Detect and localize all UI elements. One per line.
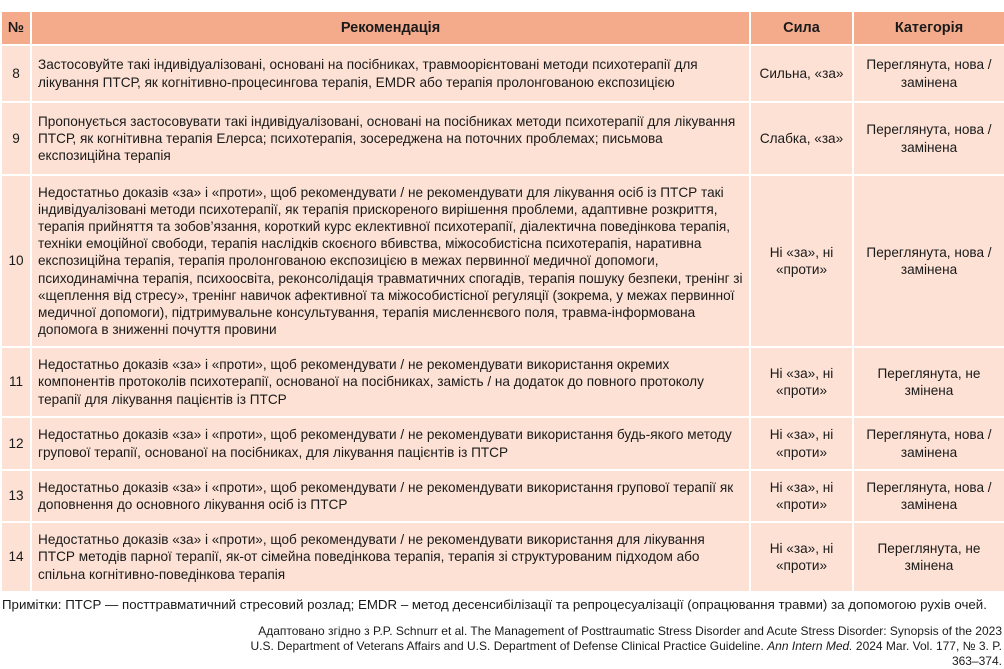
header-recommendation: Рекомендація xyxy=(31,11,750,45)
recommendation-text: Недостатньо доказів «за» і «проти», щоб рекомендувати / не рекомендувати для лікування осіб із ПТСР такі індивідуалізовані методи психотерапії, як терапія прискореного вирішення проблеми, адаптивне розкриття, терапія прийняття та зобов’язання, короткий курс еклективної психотерапії, діалектична поведінкова терапія, техніки емоційної свободи, терапія наслідків скоєного вбивства, міжособистісна психотерапія, наративна експозиційна терапія, терапія пролонгованою експозицією в межах первинної медичної допомоги, психодинамічна терапія, психоосвіта, реконсолідація травматичних спогадів, терапія пошуку безпеки, тренінг зі «щеплення від стресу», тренінг навичок афективної та міжособистісної регуляції (зокрема, у межах первинної медичної допомоги), підтримувальне консультування, терапія мисленнєвого поля, травма-інформована допомога в зниженні почуття провини xyxy=(31,175,750,347)
row-number: 8 xyxy=(1,45,31,102)
table-row xyxy=(1,347,1004,417)
header-category: Категорія xyxy=(853,11,1004,45)
recommendation-text: Недостатньо доказів «за» і «проти», щоб рекомендувати / не рекомендувати використання групової терапії як доповнення до основного лікування осіб із ПТСР xyxy=(31,470,750,522)
strength-cell: Сильна, «за» xyxy=(750,45,853,102)
table-row xyxy=(1,45,1004,102)
category-cell: Переглянута, нова / замінена xyxy=(853,102,1004,175)
category-cell: Переглянута, нова / замінена xyxy=(853,45,1004,102)
table-row xyxy=(1,522,1004,592)
category-cell: Переглянута, нова / замінена xyxy=(853,470,1004,522)
table-row xyxy=(1,102,1004,175)
table-row xyxy=(1,470,1004,522)
category-cell: Переглянута, нова / замінена xyxy=(853,175,1004,347)
citation-details: 2024 Mar. Vol. 177, № 3. P. 363–374. xyxy=(855,639,1002,668)
table-header-row xyxy=(1,11,1004,45)
strength-cell: Слабка, «за» xyxy=(750,102,853,175)
recommendation-text: Недостатньо доказів «за» і «проти», щоб рекомендувати / не рекомендувати використання для лікування ПТСР методів парної терапії, як-от сімейна поведінкова терапія, терапія зі структурованим підходом або спільна когнітивно-поведінкова терапія xyxy=(31,522,750,592)
journal-name: Ann Intern Med. xyxy=(767,639,853,653)
strength-cell: Ні «за», ні «проти» xyxy=(750,347,853,417)
table-notes: Примітки: ПТСР — посттравматичний стресовий розлад; EMDR – метод десенсибілізації та репроцесуалізації (опрацювання травми) за допомогою рухів очей. xyxy=(2,597,987,612)
row-number: 11 xyxy=(1,347,31,417)
strength-cell: Ні «за», ні «проти» xyxy=(750,175,853,347)
header-strength: Сила xyxy=(750,11,853,45)
strength-cell: Ні «за», ні «проти» xyxy=(750,417,853,470)
row-number: 10 xyxy=(1,175,31,347)
row-number: 12 xyxy=(1,417,31,470)
category-cell: Переглянута, не змінена xyxy=(853,347,1004,417)
strength-cell: Ні «за», ні «проти» xyxy=(750,522,853,592)
table-row xyxy=(1,417,1004,470)
recommendation-text: Пропонується застосовувати такі індивідуалізовані, основані на посібниках методи психотерапії для лікування ПТСР, як когнітивна терапія Елерса; психотерапія, зосереджена на поточних проблемах; письмова експозиційна терапія xyxy=(31,102,750,175)
row-number: 9 xyxy=(1,102,31,175)
recommendation-text: Недостатньо доказів «за» і «проти», щоб рекомендувати / не рекомендувати використання окремих компонентів протоколів психотерапії, основаної на посібниках, замість / на додаток до повного протоколу терапії для лікування пацієнтів із ПТСР xyxy=(31,347,750,417)
row-number: 13 xyxy=(1,470,31,522)
citation-text: Адаптовано згідно з P.P. Schnurr et al. The Management of Posttraumatic Stress Disorder and Acute Stress Disorder: Synopsis of the 2023 U.S. Department of Veterans Affairs and U.S. Department of Defense Clinical Practice Guideline. xyxy=(250,624,1002,653)
recommendation-text: Недостатньо доказів «за» і «проти», щоб рекомендувати / не рекомендувати використання будь-якого методу групової терапії, основаної на посібниках, для лікування пацієнтів із ПТСР xyxy=(31,417,750,470)
category-cell: Переглянута, не змінена xyxy=(853,522,1004,592)
recommendation-text: Застосовуйте такі індивідуалізовані, основані на посібниках, травмоорієнтовані методи психотерапії для лікування ПТСР, як когнітивно-процесингова терапія, EMDR або терапія пролонгованою експозицією xyxy=(31,45,750,102)
recommendations-table xyxy=(0,10,1004,593)
strength-cell: Ні «за», ні «проти» xyxy=(750,470,853,522)
table-row xyxy=(1,175,1004,347)
header-num: № xyxy=(1,11,31,45)
category-cell: Переглянута, нова / замінена xyxy=(853,417,1004,470)
row-number: 14 xyxy=(1,522,31,592)
source-citation xyxy=(242,624,1002,669)
